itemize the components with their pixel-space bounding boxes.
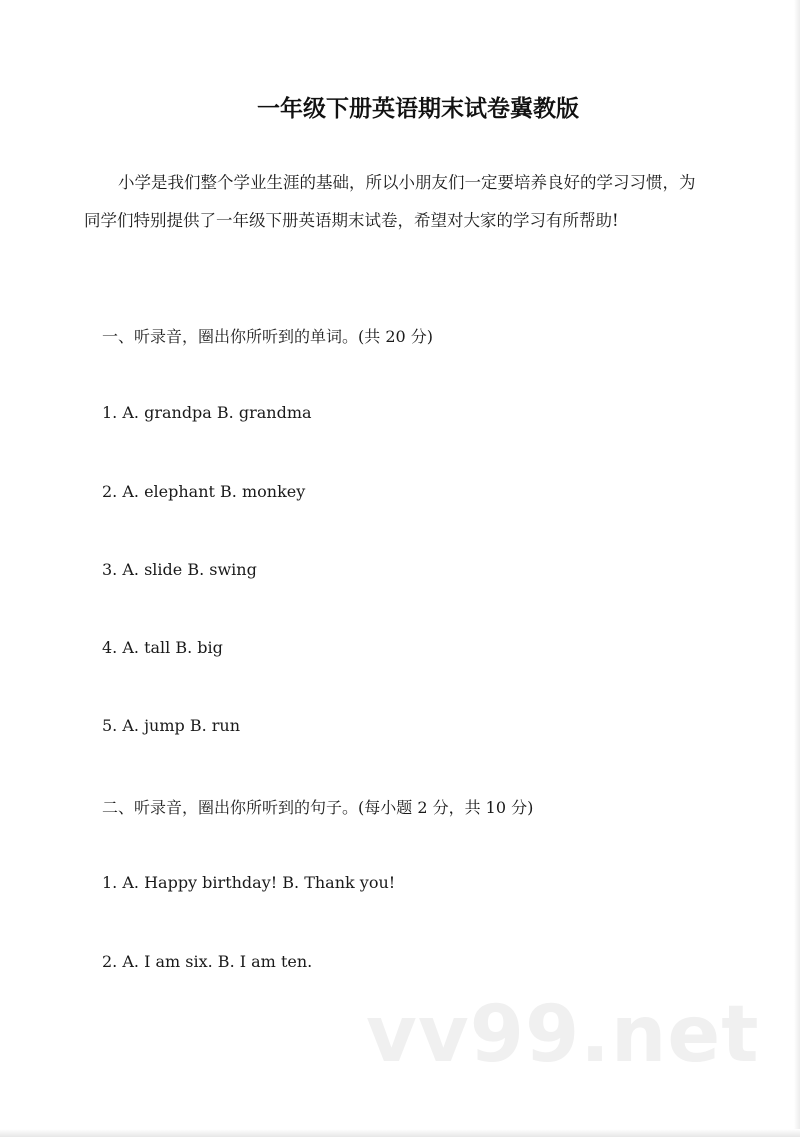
question-item: 3. A. slide B. swing xyxy=(102,560,257,579)
intro-paragraph: 小学是我们整个学业生涯的基础，所以小朋友们一定要培养良好的学习习惯，为同学们特别提供了一年级下册英语期末试卷，希望对大家的学习有所帮助! xyxy=(84,173,696,230)
page-bottom-shadow xyxy=(0,1129,800,1137)
page-title: 一年级下册英语期末试卷冀教版 xyxy=(257,96,579,122)
question-item: 4. A. tall B. big xyxy=(102,638,223,657)
question-item: 1. A. grandpa B. grandma xyxy=(102,403,312,422)
question-item: 5. A. jump B. run xyxy=(102,716,241,735)
question-item: 1. A. Happy birthday! B. Thank you! xyxy=(102,873,396,892)
question-item: 2. A. elephant B. monkey xyxy=(102,482,306,501)
page-edge-shadow xyxy=(794,0,800,1137)
section-heading-2: 二、听录音，圈出你所听到的句子。(每小题 2 分，共 10 分) xyxy=(102,798,534,817)
watermark: vv99.net xyxy=(366,990,760,1080)
question-item: 2. A. I am six. B. I am ten. xyxy=(102,952,313,971)
section-heading-1: 一、听录音，圈出你所听到的单词。(共 20 分) xyxy=(102,327,434,346)
